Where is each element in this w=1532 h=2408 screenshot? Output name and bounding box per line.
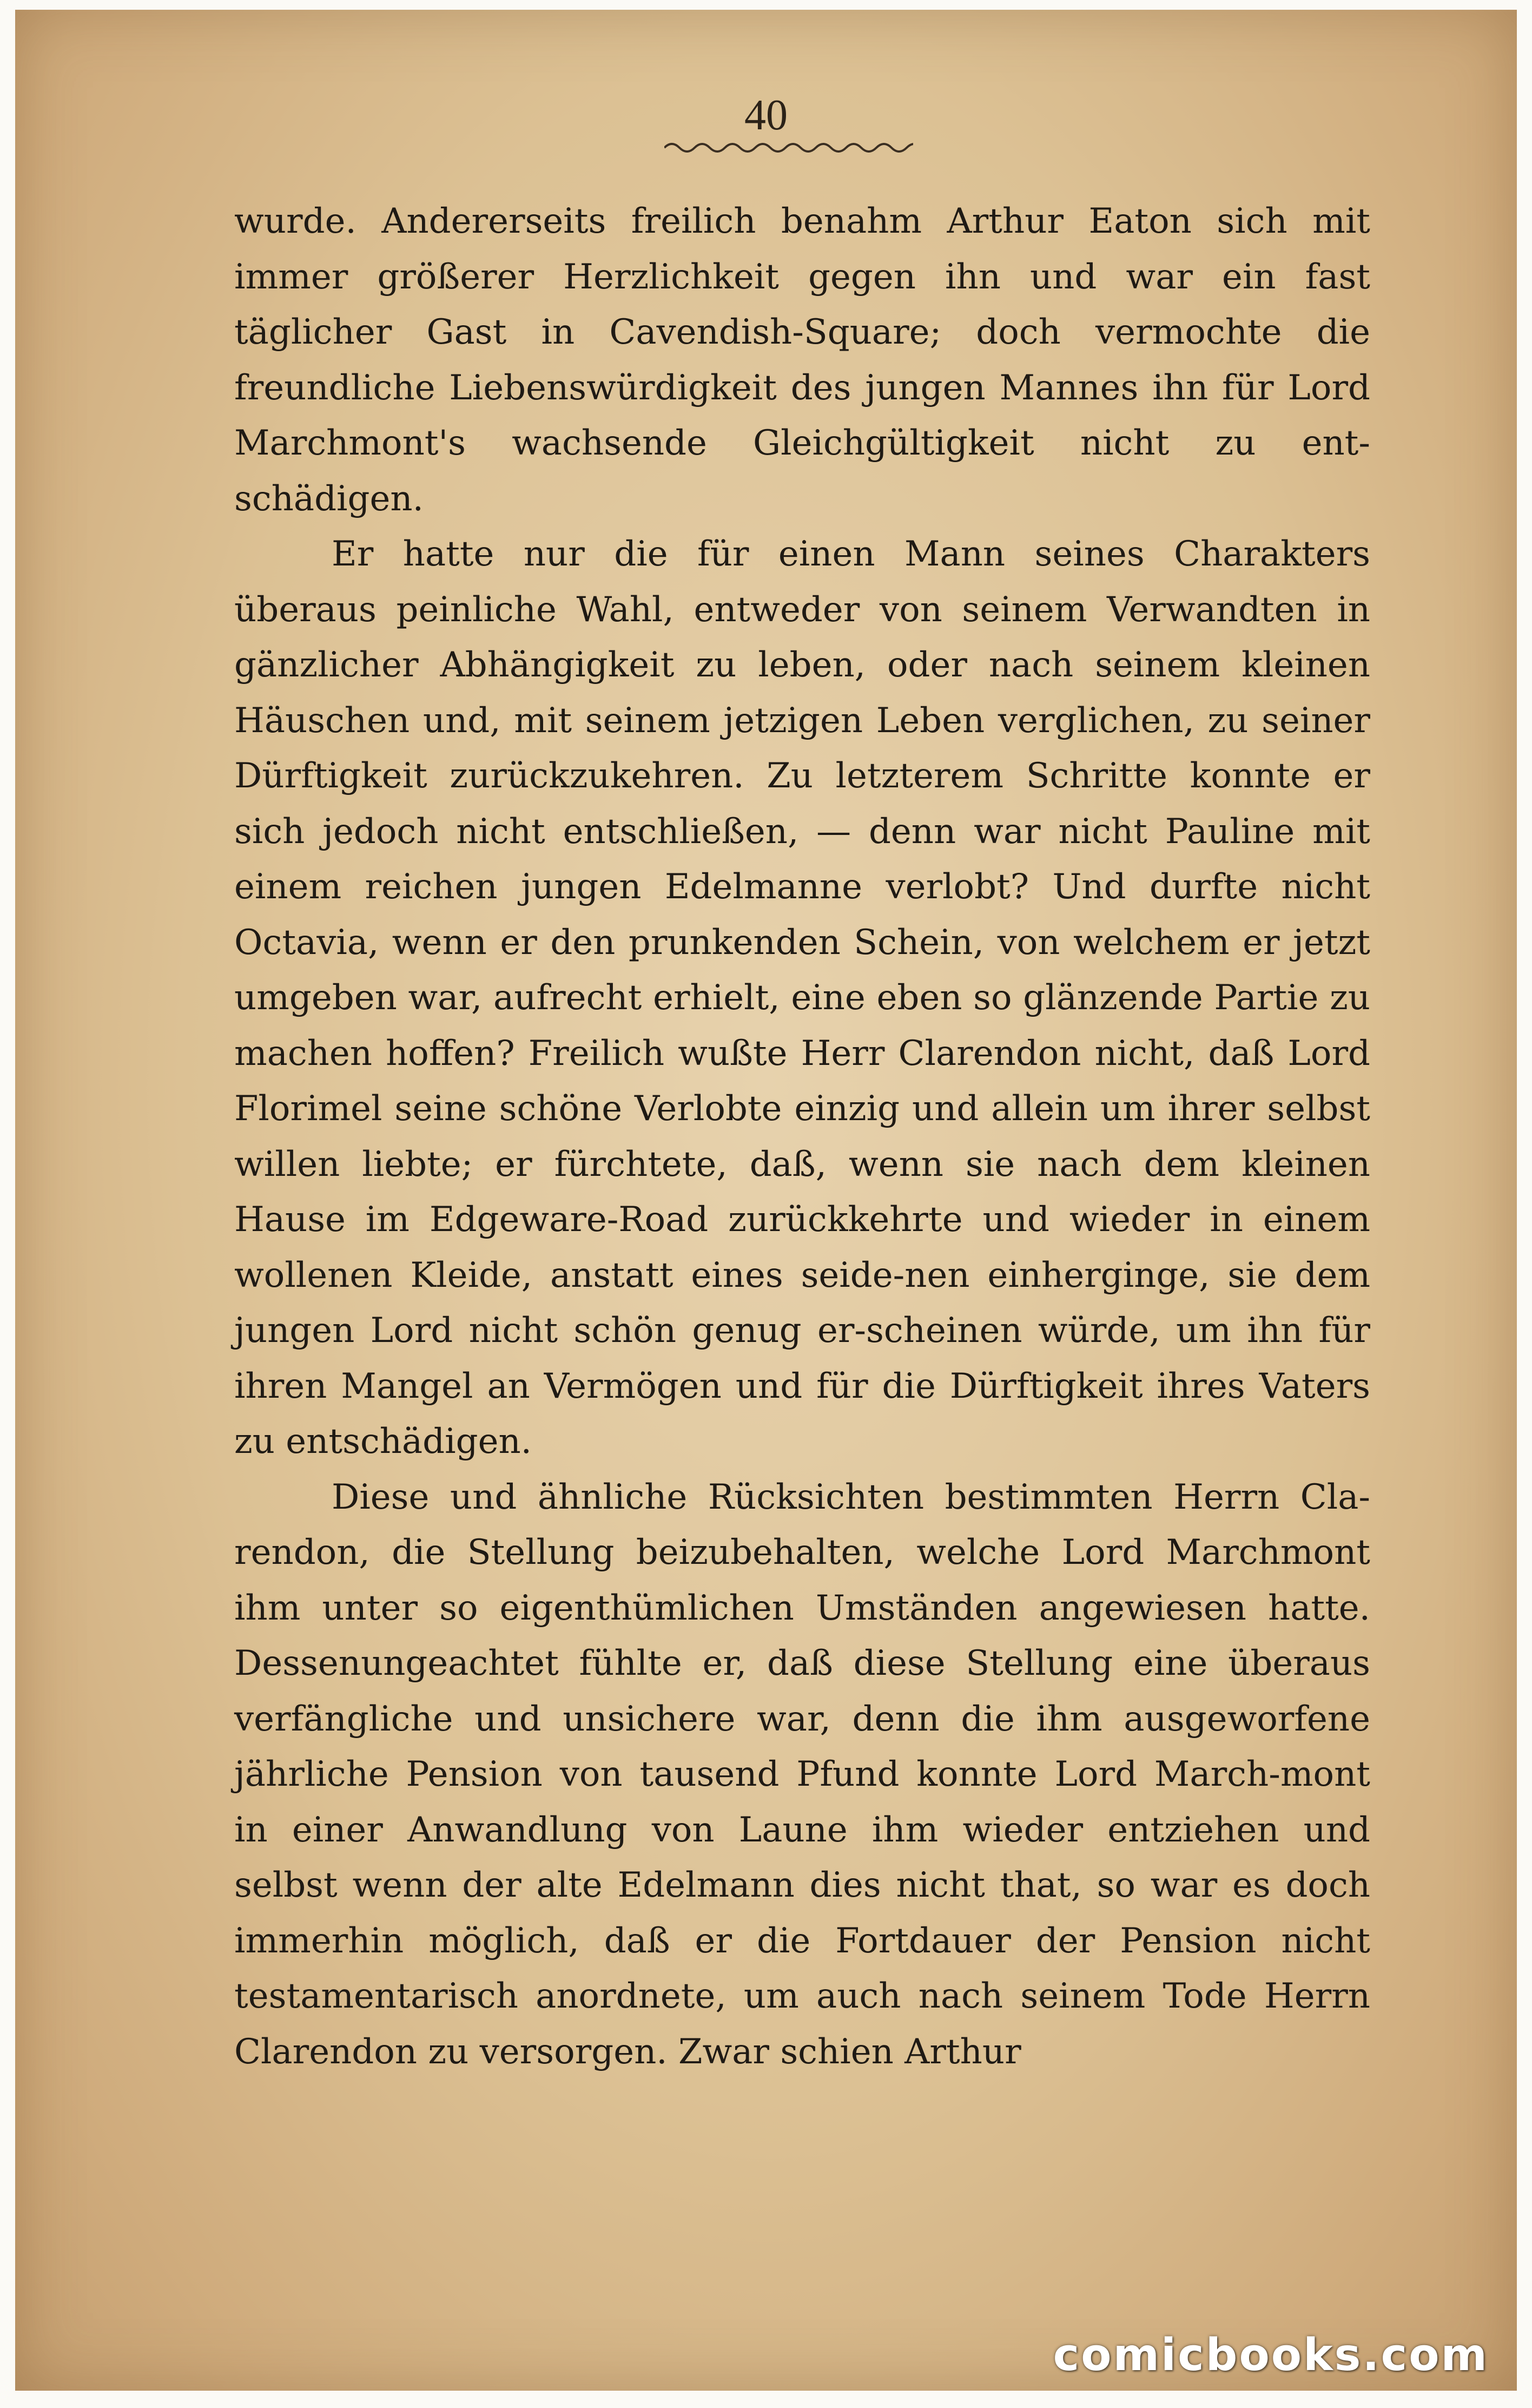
wavy-ornament <box>664 140 913 156</box>
paragraph-1: wurde. Andererseits freilich benahm Arthur Eaton sich mit immer größerer Herzlichkeit gegen ihn und war ein fast täglicher Gast in Cavendish-Square; doch vermochte die freundliche Liebenswürdigkeit des jungen Mannes ihn für Lord Marchmont's wachsende Gleichgültigkeit nicht zu ent-schädigen. <box>234 201 1370 519</box>
book-page <box>15 10 1517 2391</box>
paragraph-3: Diese und ähnliche Rücksichten bestimmten Herrn Cla-rendon, die Stellung beizubehalten, welche Lord Marchmont ihm unter so eigenthümlichen Umständen angewiesen hatte. Dessenungeachtet fühlte er, daß diese Stellung eine überaus verfängliche und unsichere war, denn die ihm ausgeworfene jährliche Pension von tausend Pfund konnte Lord March-mont in einer Anwandlung von Laune ihm wieder entziehen und selbst wenn der alte Edelmann dies nicht that, so war es doch immerhin möglich, daß er die Fortdauer der Pension nicht testamentarisch anordnete, um auch nach seinem Tode Herrn Clarendon zu versorgen. Zwar schien Arthur <box>234 1477 1370 2072</box>
body-text <box>234 194 1370 2080</box>
paragraph-2: Er hatte nur die für einen Mann seines Charakters überaus peinliche Wahl, entweder von seinem Verwandten in gänzlicher Abhängigkeit zu leben, oder nach seinem kleinen Häuschen und, mit seinem jetzigen Leben verglichen, zu seiner Dürftigkeit zurückzukehren. Zu letzterem Schritte konnte er sich jedoch nicht entschließen, — denn war nicht Pauline mit einem reichen jungen Edelmanne verlobt? Und durfte nicht Octavia, wenn er den prunkenden Schein, von welchem er jetzt umgeben war, aufrecht erhielt, eine eben so glänzende Partie zu machen hoffen? Freilich wußte Herr Clarendon nicht, daß Lord Florimel seine schöne Verlobte einzig und allein um ihrer selbst willen liebte; er fürchtete, daß, wenn sie nach dem kleinen Hause im Edgeware-Road zurückkehrte und wieder in einem wollenen Kleide, anstatt eines seide-nen einherginge, sie dem jungen Lord nicht schön genug er-scheinen würde, um ihn für ihren Mangel an Vermögen und für die Dürftigkeit ihres Vaters zu entschädigen. <box>234 534 1370 1462</box>
page-number: 40 <box>744 91 788 139</box>
watermark: comicbooks.com <box>1053 2330 1489 2381</box>
